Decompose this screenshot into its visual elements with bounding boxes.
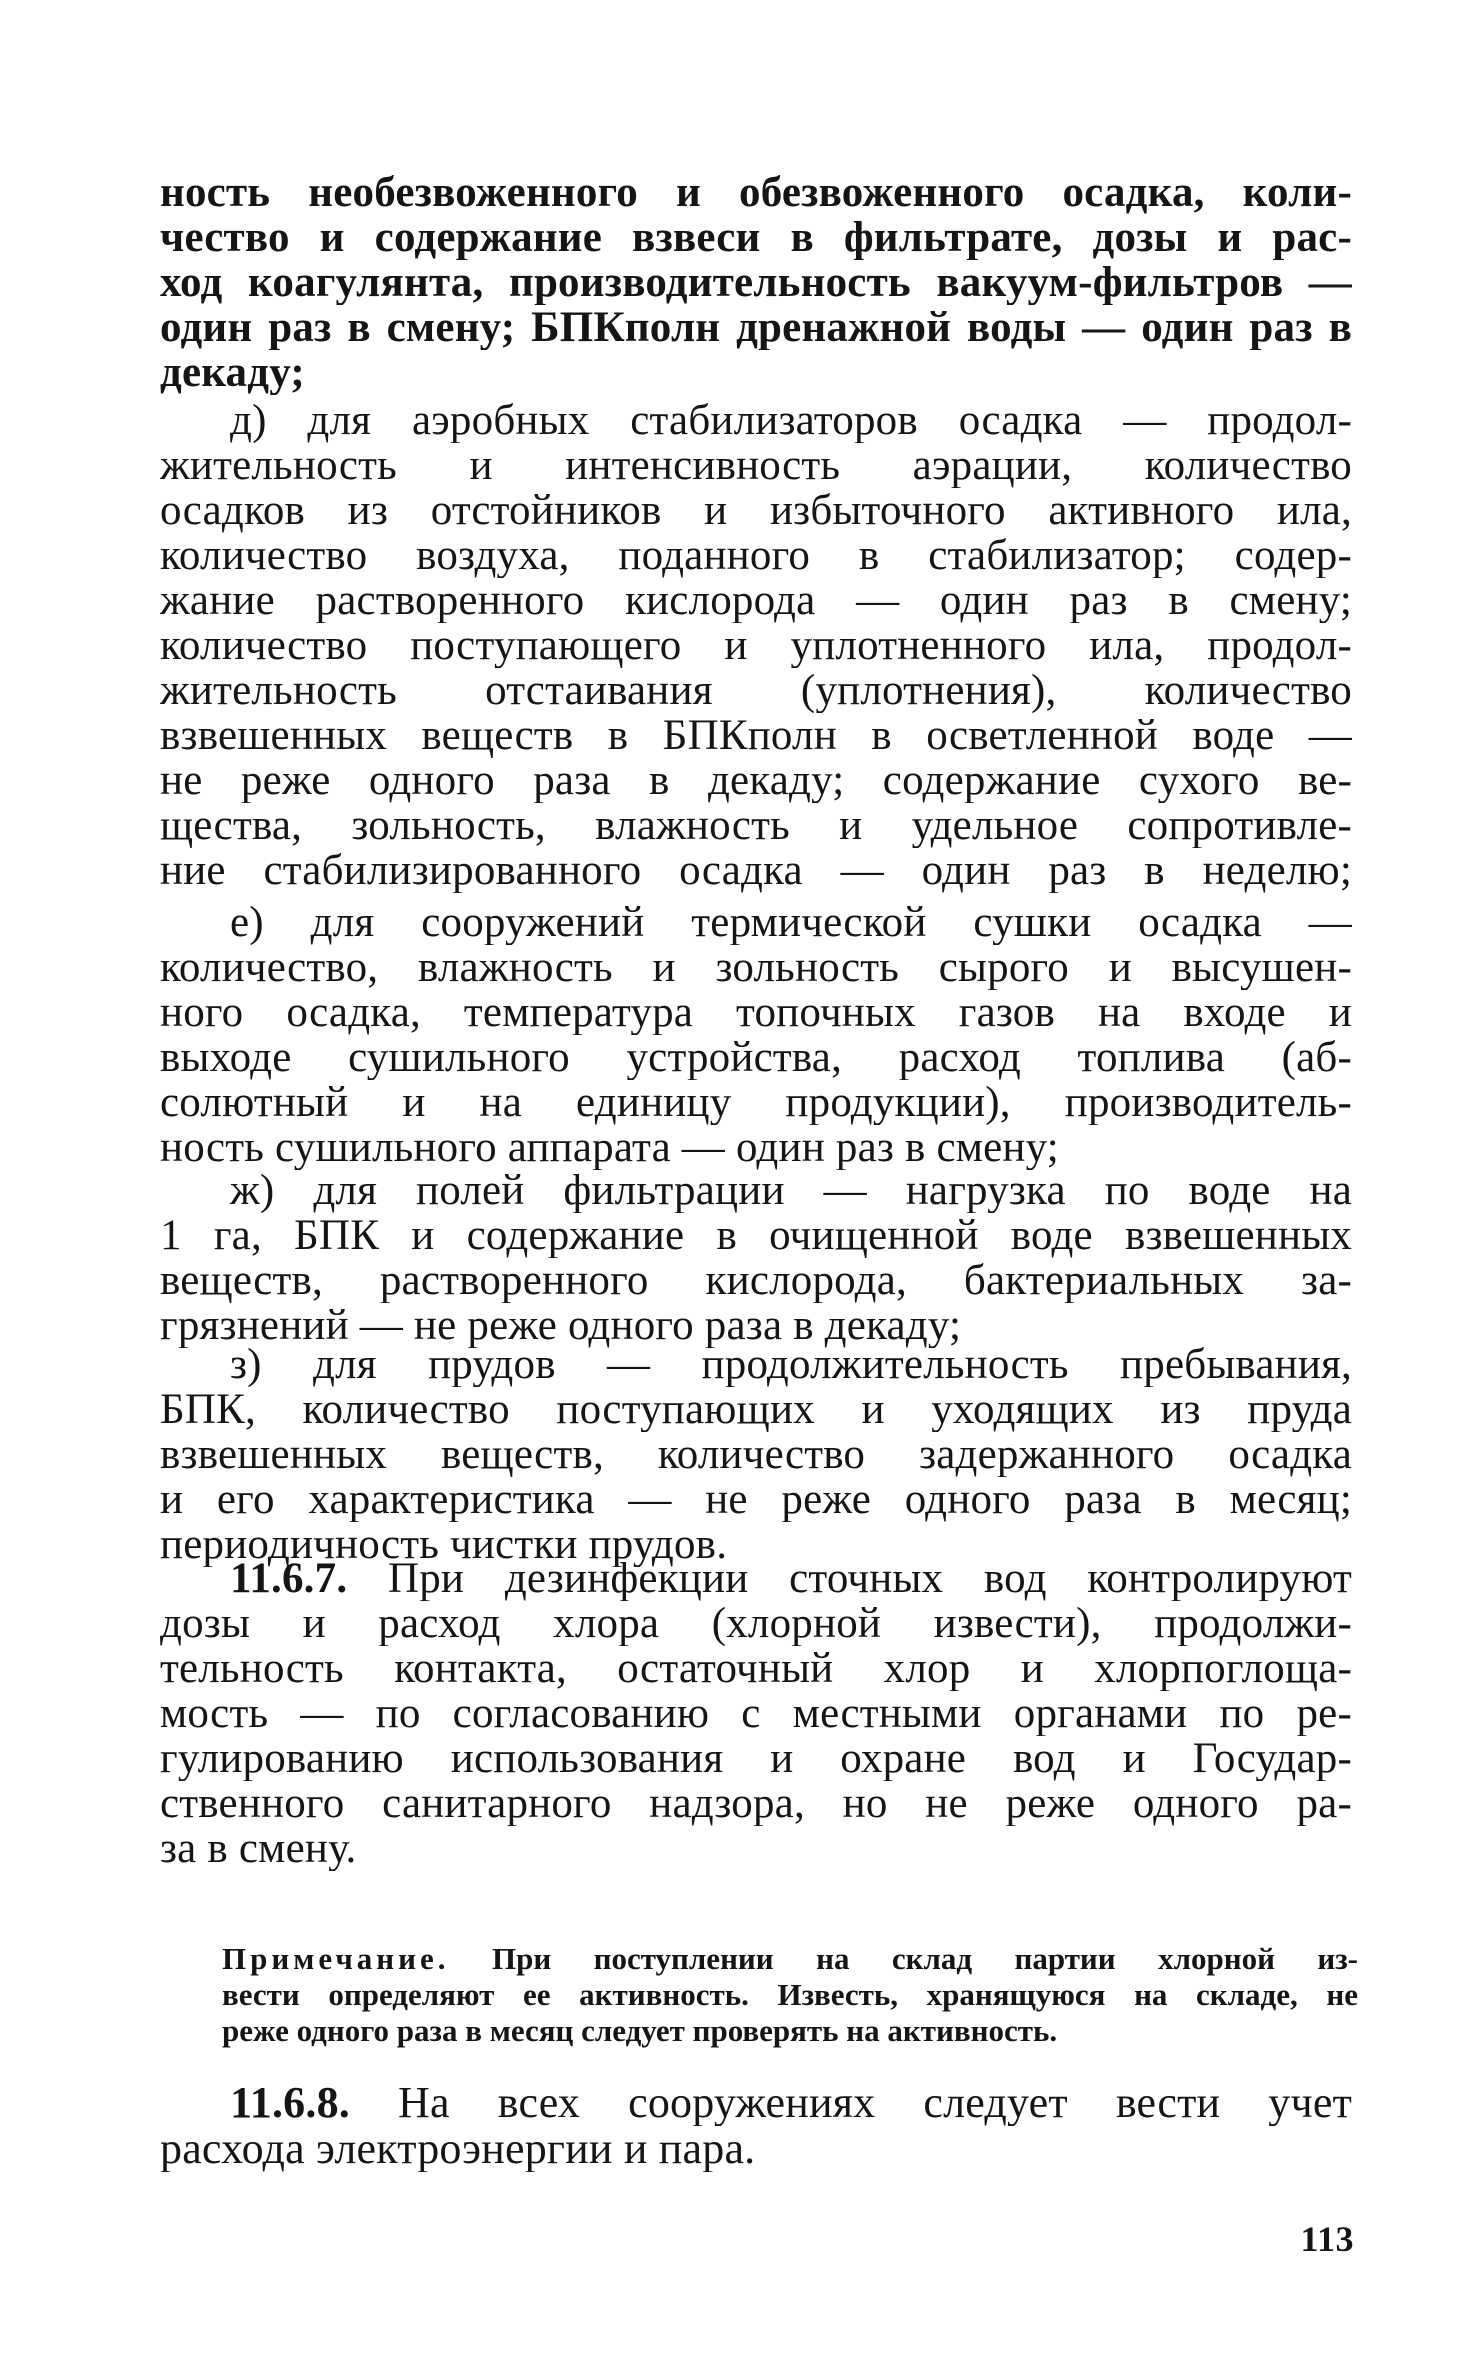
text-line: ного осадка, температура топочных газов на входе и	[160, 990, 1352, 1035]
note-text: При поступлении на склад партии хлорной из-	[449, 1941, 1358, 1976]
text-line: расхода электроэнергии и пара.	[160, 2126, 756, 2172]
list-item-d	[160, 398, 1352, 893]
text-line: не реже одного раза в декаду; содержание сухого ве-	[160, 758, 1352, 803]
text-line: жительность и интенсивность аэрации, количество	[160, 443, 1352, 488]
text-line: взвешенных веществ, количество задержанного осадка	[160, 1432, 1352, 1477]
text-line: д) для аэробных стабилизаторов осадка — продол-	[230, 398, 1352, 443]
section-11-6-8	[160, 2080, 1352, 2172]
text-line: и его характеристика — не реже одного раза в месяц;	[160, 1477, 1352, 1522]
section-text: На всех сооружениях следует вести учет	[349, 2080, 1352, 2126]
section-first-line	[160, 1556, 1352, 1601]
text-line: один раз в смену; БПКполн дренажной воды — один раз в	[160, 305, 1352, 350]
footnote	[222, 1941, 1358, 2049]
text-line: жание растворенного кислорода — один раз в смену;	[160, 578, 1352, 623]
text-line: ность сушильного аппарата — один раз в смену;	[160, 1125, 1059, 1170]
text-line: щества, зольность, влажность и удельное сопротивле-	[160, 803, 1352, 848]
text-line: БПК, количество поступающих и уходящих из пруда	[160, 1387, 1352, 1432]
list-item-zh	[160, 1168, 1352, 1348]
text-line: выходе сушильного устройства, расход топлива (аб-	[160, 1035, 1352, 1080]
intro-paragraph	[160, 170, 1352, 395]
text-line: тельность контакта, остаточный хлор и хлорпоглоща-	[160, 1646, 1352, 1691]
text-line: ность необезвоженного и обезвоженного осадка, коли-	[160, 170, 1352, 215]
list-item-e	[160, 900, 1352, 1170]
text-line: 1 га, БПК и содержание в очищенной воде взвешенных	[160, 1213, 1352, 1258]
text-line: ние стабилизированного осадка — один раз в неделю;	[160, 848, 1352, 893]
text-line: количество, влажность и зольность сырого и высушен-	[160, 945, 1352, 990]
text-line: гулированию использования и охране вод и Государ-	[160, 1736, 1352, 1781]
text-line: декаду;	[160, 350, 305, 395]
text-line: вести определяют ее активность. Известь, хранящуюся на складе, не	[222, 1977, 1358, 2012]
note-first-line	[222, 1941, 1358, 1977]
section-number: 11.6.8.	[230, 2080, 350, 2126]
text-line: реже одного раза в месяц следует проверять на активность.	[222, 2013, 1058, 2048]
text-line: ственного санитарного надзора, но не реже одного ра-	[160, 1781, 1352, 1826]
text-line: з) для прудов — продолжительность пребывания,	[230, 1342, 1352, 1387]
text-line: дозы и расход хлора (хлорной извести), продолжи-	[160, 1601, 1352, 1646]
text-line: количество воздуха, поданного в стабилизатор; содер-	[160, 533, 1352, 578]
section-11-6-7	[160, 1556, 1352, 1871]
text-line: периодичность чистки прудов.	[160, 1522, 728, 1567]
text-line: взвешенных веществ в БПКполн в осветленной воде —	[160, 713, 1352, 758]
page-number: 113	[1300, 2219, 1354, 2259]
note-label: Примечание.	[222, 1941, 450, 1976]
list-item-z	[160, 1342, 1352, 1567]
text-line: мость — по согласованию с местными органами по ре-	[160, 1691, 1352, 1736]
text-line: грязнений — не реже одного раза в декаду;	[160, 1303, 962, 1348]
text-line: е) для сооружений термической сушки осадка —	[230, 900, 1352, 945]
text-line: солютный и на единицу продукции), производитель-	[160, 1080, 1352, 1125]
text-line: жительность отстаивания (уплотнения), количество	[160, 668, 1352, 713]
text-line: чество и содержание взвеси в фильтрате, дозы и рас-	[160, 215, 1352, 260]
section-first-line	[160, 2080, 1352, 2126]
section-number: 11.6.7.	[230, 1556, 348, 1601]
text-line: количество поступающего и уплотненного ила, продол-	[160, 623, 1352, 668]
section-text: При дезинфекции сточных вод контролируют	[347, 1556, 1352, 1601]
text-line: веществ, растворенного кислорода, бактериальных за-	[160, 1258, 1352, 1303]
text-line: ж) для полей фильтрации — нагрузка по воде на	[230, 1168, 1352, 1213]
text-line: осадков из отстойников и избыточного активного ила,	[160, 488, 1352, 533]
text-line: ход коагулянта, производительность вакуум-фильтров —	[160, 260, 1352, 305]
text-line: за в смену.	[160, 1826, 357, 1871]
